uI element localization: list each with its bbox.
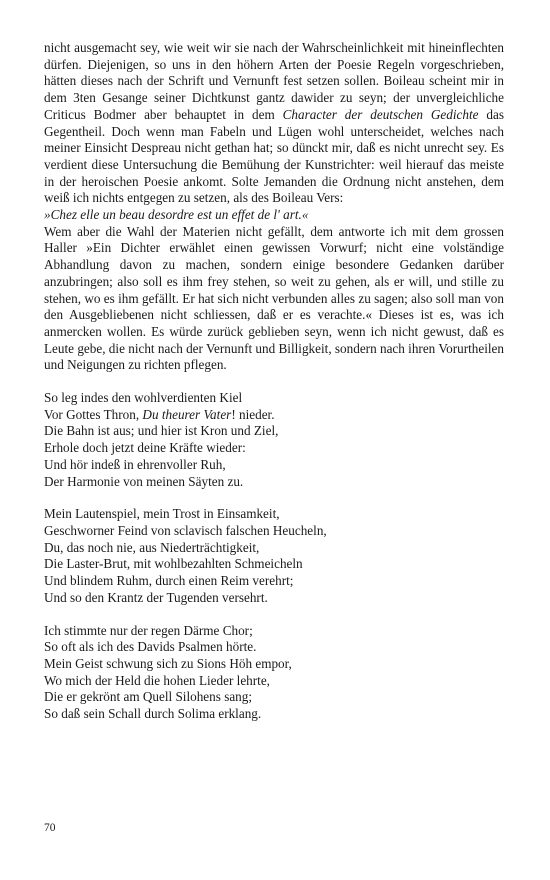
verse-line: So daß sein Schall durch Solima erklang.: [44, 706, 262, 722]
verse-line: Und blindem Ruhm, durch einen Reim verehrt;: [44, 573, 294, 589]
verse-line: Mein Geist schwung sich zu Sions Höh empor,: [44, 655, 292, 671]
paragraph-1: [44, 40, 504, 207]
verse-line: Und so den Krantz der Tugenden versehrt.: [44, 589, 268, 605]
page-number: 70: [44, 822, 56, 834]
verse-text: Vor Gottes Thron,: [44, 406, 143, 422]
verse-line: Und hör indeß in ehrenvoller Ruh,: [44, 456, 226, 472]
verse-line: Geschworner Feind von sclavisch falschen Heucheln,: [44, 522, 327, 538]
poem-stanza-1: [44, 390, 504, 490]
paragraph-1-text-a: nicht ausgemacht sey, wie weit wir sie nach der Wahrscheinlichkeit mit hineinflechten dürfen. Diejenigen, so uns in den höhern Arten der Poesie Regeln vorgeschrieben, hätten dieses nach der Schrift und Vernunft fest setzen sollen. Boileau scheint mir in dem 3ten Gesange seiner Dichtkunst gantz dawider zu seyn; der unvergleichliche Criticus Bodmer aber behauptet in dem: [44, 40, 504, 122]
verse-line: Die er gekrönt am Quell Silohens sang;: [44, 689, 253, 705]
verse-line: [44, 407, 504, 424]
paragraph-1-text-b: das Gegentheil. Doch wenn man Fabeln und Lügen wohl unterscheidet, welches nach meiner Einsicht Despreau nicht gethan hat; so dünckt mir, daß es nicht unrecht sey. Es verdient diese Untersuchung die Bemühung der Kunstrichter: weil hierauf das meiste in der heroischen Poesie ankomt. Solte Jemanden die Ordnung nicht anstehen, dem weiß ich nichts entgegen zu setzen, als des Boileau Vers:: [44, 106, 504, 206]
verse-line: So leg indes den wohlverdienten Kiel: [44, 390, 243, 406]
verse-line: Wo mich der Held die hohen Lieder lehrte,: [44, 672, 270, 688]
book-title: Character der deutschen Gedichte: [282, 106, 479, 122]
poem-stanza-3: [44, 623, 504, 723]
verse-line: Die Laster-Brut, mit wohlbezahlten Schmeicheln: [44, 556, 303, 572]
verse-line: Du, das noch nie, aus Niederträchtigkeit,: [44, 539, 260, 555]
verse-line: Erhole doch jetzt deine Kräfte wieder:: [44, 440, 246, 456]
verse-line: Ich stimmte nur der regen Därme Chor;: [44, 622, 253, 638]
verse-line: So oft als ich des Davids Psalmen hörte.: [44, 639, 257, 655]
verse-text: ! nieder.: [231, 406, 275, 422]
verse-line: Der Harmonie von meinen Säyten zu.: [44, 473, 244, 489]
paragraph-2: Wem aber die Wahl der Materien nicht gefällt, dem antworte ich mit dem grossen Haller »Ein Dichter erwählet einen gewissen Vorwurf; nicht eine volständige Abhandlung davon zu machen, sondern einige besondere Gedanken darüber anzubringen; also soll es ihm frey stehen, so weit zu gehen, als er will, und stille zu stehen, wo es ihm gefällt. Er hat sich nicht verbunden alles zu sagen; also soll man von den Ausgebliebenen nicht schliessen, daß er es verachte.« Dieses ist es, was ich anmercken wollen. Es würde zurück geblieben seyn, wenn ich nicht gewust, daß es Leute gebe, die nicht nach der Vernunft und Billigkeit, sondern nach ihren Vorurtheilen und Neigungen zu richten pflegen.: [44, 223, 504, 373]
boileau-quote: »Chez elle un beau desordre est un effet de l' art.«: [44, 207, 309, 223]
verse-line: Mein Lautenspiel, mein Trost in Einsamkeit,: [44, 506, 280, 522]
verse-line: Die Bahn ist aus; und hier ist Kron und Ziel,: [44, 423, 279, 439]
poem-stanza-2: [44, 506, 504, 606]
verse-italic: Du theurer Vater: [142, 406, 232, 422]
prose-section: [44, 40, 504, 374]
